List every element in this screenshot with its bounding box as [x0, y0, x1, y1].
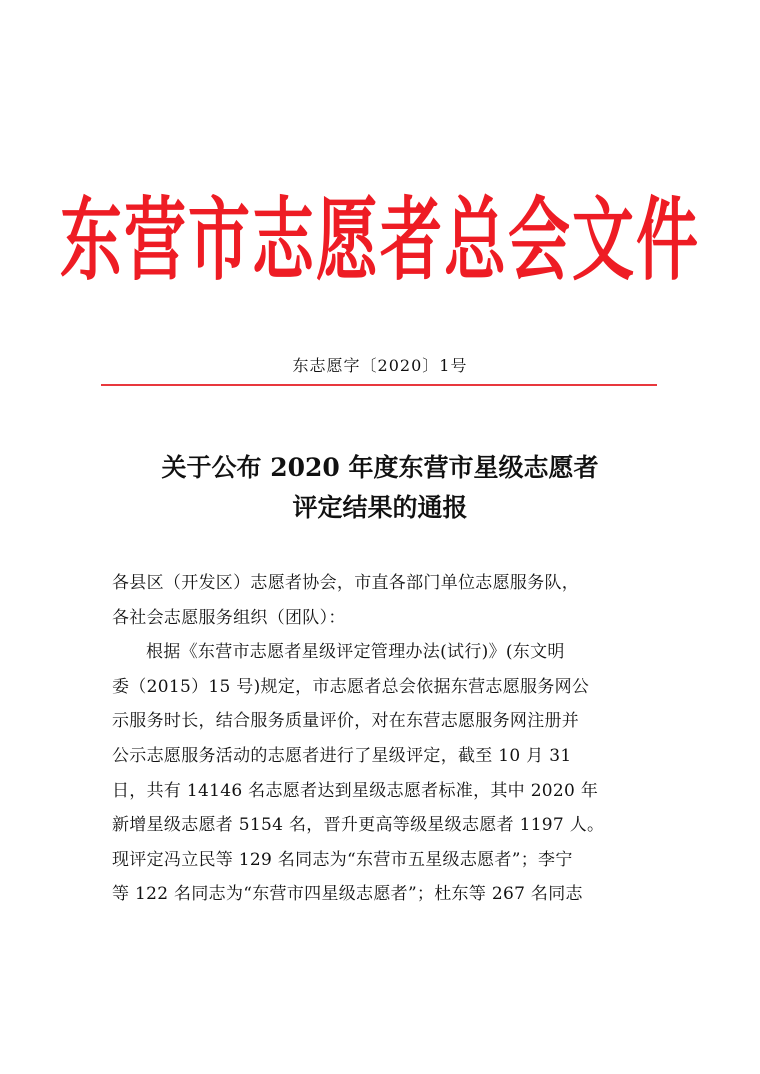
notice-title-line-1: 关于公布 2020 年度东营市星级志愿者: [161, 453, 599, 482]
body-line: 现评定冯立民等 129 名同志为“东营市五星级志愿者”；李宁: [112, 849, 573, 870]
body-line: 日，共有 14146 名志愿者达到星级志愿者标准，其中 2020 年: [112, 780, 599, 801]
body-line: 委（2015）15 号)规定，市志愿者总会依据东营志愿服务网公: [112, 676, 590, 697]
document-number: 东志愿字〔2020〕1号: [292, 356, 468, 375]
notice-body: [112, 566, 657, 912]
notice-title-line-2: 评定结果的通报: [292, 493, 468, 522]
body-line: 各社会志愿服务组织（团队）：: [112, 607, 346, 628]
body-line: 各县区（开发区）志愿者协会，市直各部门单位志愿服务队，: [112, 573, 580, 593]
notice-title: [0, 448, 760, 528]
body-line: 示服务时长，结合服务质量评价，对在东营志愿服务网注册并: [112, 711, 580, 732]
masthead-title: 东营市志愿者总会文件: [59, 186, 700, 293]
body-line: 公示志愿服务活动的志愿者进行了星级评定，截至 10 月 31: [112, 745, 572, 766]
body-line: 根据《东营市志愿者星级评定管理办法(试行)》(东文明: [146, 642, 565, 663]
body-line: 等 122 名同志为“东营市四星级志愿者”；杜东等 267 名同志: [112, 884, 583, 905]
body-line: 新增星级志愿者 5154 名，晋升更高等级星级志愿者 1197 人。: [112, 815, 605, 836]
red-divider-line: [101, 384, 657, 386]
